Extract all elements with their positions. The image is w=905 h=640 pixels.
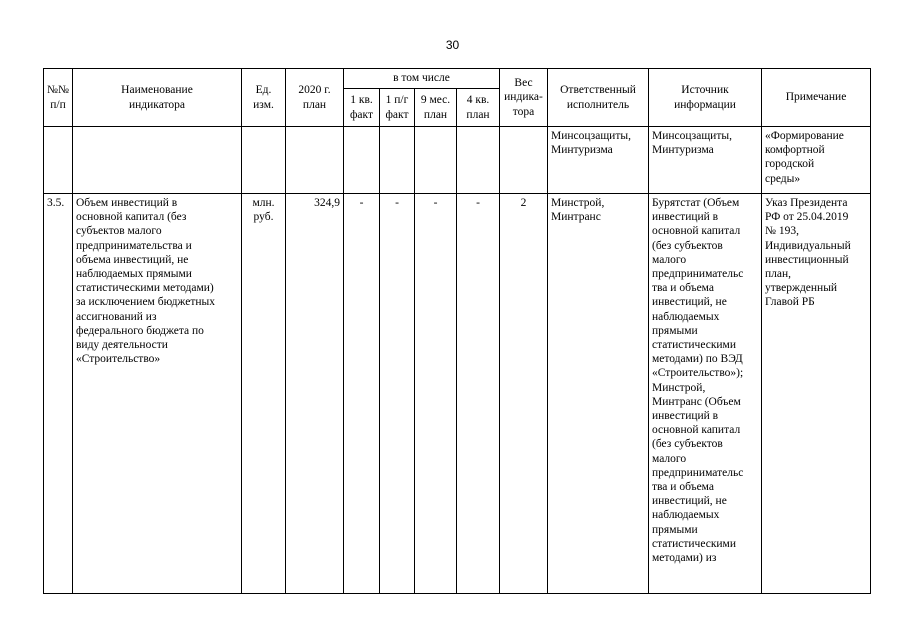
- row-q1-fact: -: [344, 194, 380, 594]
- header-note: Примечание: [762, 69, 871, 127]
- row-indicator-name: Объем инвестиций в основной капитал (без субъектов малого предпринимательства и объема инвестиций, не наблюдаемых прямыми статистическими методами) за исключением бюджетных ассигнований из федерального бюджета по виду деятельности «Строительство»: [73, 194, 242, 594]
- row-responsible: Минстрой, Минтранс: [548, 194, 649, 594]
- row-unit: млн. руб.: [242, 194, 286, 594]
- header-including: в том числе: [344, 69, 500, 89]
- header-source: Источник информации: [649, 69, 762, 127]
- cont-responsible: Минсоцзащиты, Минтуризма: [548, 127, 649, 194]
- row-9m-plan: -: [415, 194, 457, 594]
- header-h1-fact: 1 п/г факт: [380, 89, 415, 127]
- cont-q4: [457, 127, 500, 194]
- header-plan-2020: 2020 г. план: [286, 69, 344, 127]
- cont-name: [73, 127, 242, 194]
- row-note: Указ Президента РФ от 25.04.2019 № 193, Индивидуальный инвестиционный план, утвержденный Главой РБ: [762, 194, 871, 594]
- header-name: Наименование индикатора: [73, 69, 242, 127]
- page-number: 30: [445, 38, 460, 52]
- row-weight: 2: [500, 194, 548, 594]
- cont-num: [44, 127, 73, 194]
- header-responsible: Ответственный исполнитель: [548, 69, 649, 127]
- row-q4-plan: -: [457, 194, 500, 594]
- cont-9m: [415, 127, 457, 194]
- header-unit: Ед. изм.: [242, 69, 286, 127]
- indicators-table: [43, 68, 871, 594]
- table-row: [44, 194, 871, 594]
- header-weight: Вес индика- тора: [500, 69, 548, 127]
- cont-unit: [242, 127, 286, 194]
- table-row-continuation: [44, 127, 871, 194]
- cont-plan: [286, 127, 344, 194]
- cont-weight: [500, 127, 548, 194]
- header-num: №№ п/п: [44, 69, 73, 127]
- header-q4-plan: 4 кв. план: [457, 89, 500, 127]
- cont-source: Минсоцзащиты, Минтуризма: [649, 127, 762, 194]
- header-9m-plan: 9 мес. план: [415, 89, 457, 127]
- cont-note: «Формирование комфортной городской среды»: [762, 127, 871, 194]
- row-h1-fact: -: [380, 194, 415, 594]
- cont-h1: [380, 127, 415, 194]
- row-plan-2020: 324,9: [286, 194, 344, 594]
- header-row-1: [44, 69, 871, 89]
- header-q1-fact: 1 кв. факт: [344, 89, 380, 127]
- row-num: 3.5.: [44, 194, 73, 594]
- cont-q1: [344, 127, 380, 194]
- row-source: Бурятстат (Объем инвестиций в основной капитал (без субъектов малого предпринимательс тва и объема инвестиций, не наблюдаемых прямыми статистическими методами) по ВЭД «Строительство»); Минстрой, Минтранс (Объем инвестиций в основной капитал (без субъектов малого предпринимательс тва и объема инвестиций, не наблюдаемых прямыми статистическими методами) из: [649, 194, 762, 594]
